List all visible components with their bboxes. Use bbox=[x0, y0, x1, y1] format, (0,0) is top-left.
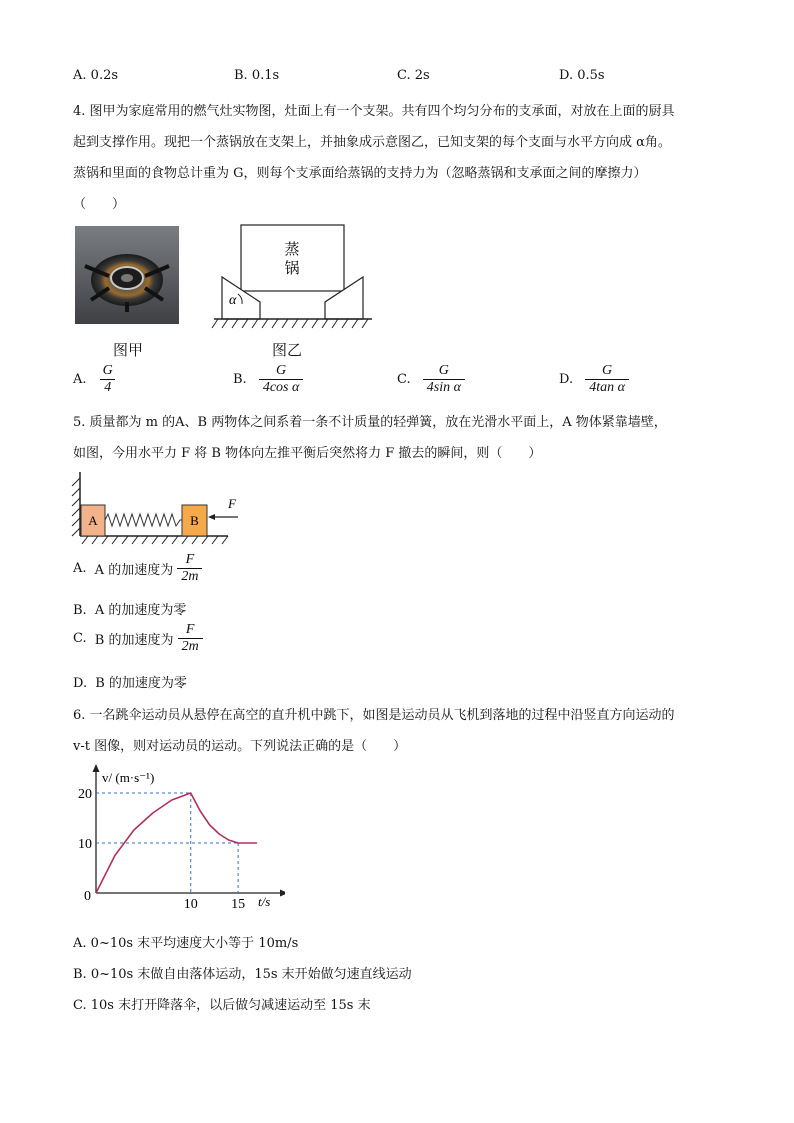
fraction bbox=[585, 363, 629, 396]
numerator: G bbox=[276, 363, 287, 378]
option-letter: B. bbox=[73, 967, 87, 982]
fig1-caption: 图甲 bbox=[113, 341, 144, 359]
force-label: F bbox=[228, 496, 236, 511]
fig2-caption: 图乙 bbox=[272, 341, 303, 359]
q4-option-d[interactable] bbox=[559, 363, 629, 396]
denominator: 4 bbox=[100, 379, 115, 396]
q3-option-b[interactable] bbox=[234, 68, 279, 83]
option-text: B 的加速度为 bbox=[94, 633, 174, 648]
ground-hatch bbox=[212, 319, 368, 328]
option-letter: C. bbox=[397, 372, 411, 387]
q6-stem-line1: 6. 一名跳伞运动员从悬停在高空的直升机中跳下，如图是运动员从飞机到落地的过程中沿竖直方向运动的 bbox=[73, 708, 675, 723]
option-letter: B. bbox=[234, 68, 248, 83]
q3-option-c[interactable] bbox=[397, 68, 430, 83]
q5-stem-line1: 5. 质量都为 m 的A、B 两物体之间系着一条不计质量的轻弹簧，放在光滑水平面上，A 物体紧靠墙壁， bbox=[73, 415, 667, 430]
option-letter: B. bbox=[233, 372, 247, 387]
q5-option-c[interactable] bbox=[73, 622, 203, 655]
option-text: 2s bbox=[414, 68, 430, 83]
option-letter: D. bbox=[559, 372, 574, 387]
q4-stem-line2: 起到支撑作用。现把一个蒸锅放在支架上，并抽象成示意图乙，已知支架的每个支面与水平方向成 α角。 bbox=[73, 135, 671, 150]
q4-option-a[interactable] bbox=[73, 363, 117, 396]
option-text: 0~10s 末平均速度大小等于 10m/s bbox=[90, 936, 299, 951]
q4-answer-bracket: （ ） bbox=[73, 197, 126, 212]
option-text: 0.1s bbox=[251, 68, 280, 83]
q5-option-a[interactable] bbox=[73, 552, 202, 585]
denominator: 2m bbox=[177, 568, 202, 585]
option-text: B 的加速度为零 bbox=[95, 676, 187, 691]
floor-hatch bbox=[82, 536, 228, 544]
q6-option-a[interactable] bbox=[73, 932, 298, 951]
q4-option-b[interactable] bbox=[233, 363, 303, 396]
wall-hatch bbox=[72, 478, 80, 536]
q6-option-c[interactable] bbox=[73, 994, 371, 1013]
option-letter: A. bbox=[73, 372, 87, 387]
numerator: G bbox=[602, 363, 613, 378]
option-letter: A. bbox=[73, 68, 87, 83]
x-tick-label: 10 bbox=[183, 897, 198, 912]
denominator: 2m bbox=[178, 638, 203, 655]
numerator: F bbox=[185, 622, 195, 637]
q5-stem-line2: 如图，今用水平力 F 将 B 物体向左推平衡后突然将力 F 撤去的瞬间，则（ ） bbox=[73, 446, 542, 461]
block-b-label: B bbox=[190, 513, 199, 528]
q6-stem-line2: v-t 图像，则对运动员的运动。下列说法正确的是（ ） bbox=[73, 739, 407, 754]
q6-option-b[interactable] bbox=[73, 963, 412, 982]
steamer-label-2: 锅 bbox=[284, 261, 300, 277]
angle-label: α bbox=[229, 293, 237, 308]
origin-label: 0 bbox=[84, 889, 91, 904]
option-text: A 的加速度为 bbox=[94, 563, 174, 578]
option-letter: B. bbox=[73, 603, 87, 618]
option-text: A 的加速度为零 bbox=[94, 603, 187, 618]
denominator: 4sin α bbox=[423, 379, 465, 396]
q5-option-b[interactable] bbox=[73, 599, 186, 618]
q3-option-d[interactable] bbox=[559, 68, 605, 83]
y-tick-label: 20 bbox=[78, 787, 92, 802]
fraction bbox=[178, 622, 203, 655]
x-tick-label: 15 bbox=[231, 897, 246, 912]
option-letter: D. bbox=[559, 68, 574, 83]
option-letter: D. bbox=[73, 676, 88, 691]
x-axis-label: t/s bbox=[258, 894, 271, 909]
steamer-label-1: 蒸 bbox=[284, 242, 300, 258]
spring bbox=[105, 514, 182, 526]
q4-stem-line3: 蒸锅和里面的食物总计重为 G，则每个支承面给蒸锅的支持力为（忽略蒸锅和支承面之间的摩擦力） bbox=[73, 166, 647, 181]
spring-blocks-figure bbox=[70, 470, 245, 546]
numerator: G bbox=[438, 363, 449, 378]
y-axis-arrow bbox=[93, 764, 100, 772]
numerator: G bbox=[102, 363, 113, 378]
block-a-label: A bbox=[88, 513, 98, 528]
fraction bbox=[423, 363, 465, 396]
denominator: 4tan α bbox=[585, 379, 629, 396]
fraction bbox=[259, 363, 304, 396]
steamer-box bbox=[241, 225, 344, 291]
option-letter: C. bbox=[73, 998, 87, 1013]
stove-photo bbox=[75, 226, 179, 324]
option-letter: C. bbox=[397, 68, 411, 83]
q4-stem-line1: 4. 图甲为家庭常用的燃气灶实物图，灶面上有一个支架。共有四个均匀分布的支承面，对放在上面的厨具 bbox=[73, 104, 675, 119]
y-tick-label: 10 bbox=[78, 837, 92, 852]
option-letter: A. bbox=[73, 936, 87, 951]
fraction bbox=[177, 552, 202, 585]
option-letter: C. bbox=[73, 631, 87, 646]
q3-option-a[interactable] bbox=[73, 68, 118, 83]
q4-option-c[interactable] bbox=[397, 363, 465, 396]
y-axis-label: v/ (m·s⁻¹) bbox=[102, 770, 155, 785]
fraction bbox=[99, 363, 117, 396]
steamer-schematic bbox=[210, 222, 375, 334]
option-letter: A. bbox=[73, 561, 87, 576]
option-text: 0.5s bbox=[577, 68, 605, 83]
option-text: 0.2s bbox=[90, 68, 119, 83]
numerator: F bbox=[185, 552, 195, 567]
vt-chart bbox=[70, 760, 285, 915]
x-axis-arrow bbox=[280, 890, 285, 897]
option-text: 0~10s 末做自由落体运动，15s 末开始做匀速直线运动 bbox=[90, 967, 412, 982]
option-text: 10s 末打开降落伞，以后做匀减速运动至 15s 末 bbox=[90, 998, 371, 1013]
denominator: 4cos α bbox=[259, 379, 304, 396]
q5-option-d[interactable] bbox=[73, 672, 187, 691]
